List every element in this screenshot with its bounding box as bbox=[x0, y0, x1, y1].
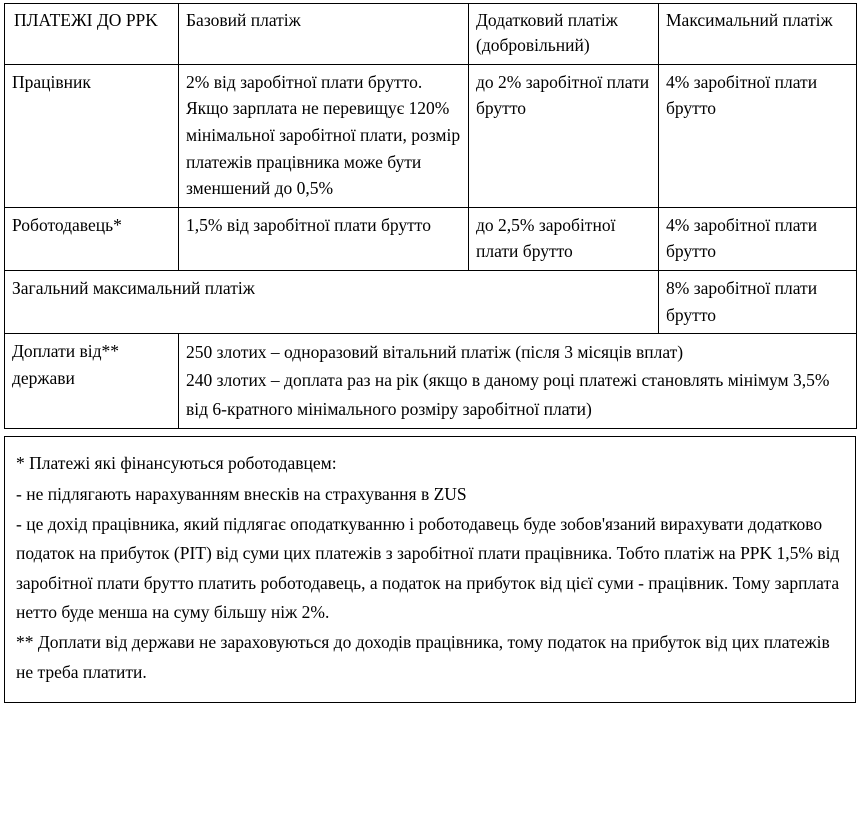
footnote-state-subsidy-tax: ** Доплати від держави не зараховуються до доходів працівника, тому податок на прибуток від цих платежів не треба платити. bbox=[16, 632, 830, 682]
employee-base-payment: 2% від заробітної плати брутто. Якщо зарплата не перевищує 120% мінімальної заробітної плати, розмір платежів працівника може бути зменшений до 0,5% bbox=[179, 64, 469, 207]
table-row bbox=[5, 207, 857, 270]
footnote-employee-income-tax: - це дохід працівника, який підлягає оподаткуванню і роботодавець буде зобов'язаний вирахувати додатково податок на прибуток (PIT) від суми цих платежів з заробітної плати працівника. Тобто платіж на PPK 1,5% від заробітної плати брутто платить роботодавець, а податок на прибуток від цієї суми - працівник. Тому зарплата нетто буде менша на суму більшу ніж 2%. bbox=[16, 513, 840, 623]
table-row bbox=[5, 64, 857, 207]
total-maximum-payment-value: 8% заробітної плати брутто bbox=[659, 270, 857, 333]
footnotes-box bbox=[4, 436, 856, 703]
state-subsidy-line-1: 250 злотих – одноразовий вітальний платіж (після 3 місяців вплат) bbox=[186, 342, 684, 363]
table-header bbox=[5, 4, 857, 65]
employer-base-payment: 1,5% від заробітної плати брутто bbox=[179, 207, 469, 270]
table-row-total bbox=[5, 270, 857, 333]
footnote-zus-exemption: - не підлягають нарахуванням внесків на страхування в ZUS bbox=[16, 483, 467, 504]
total-maximum-payment-label: Загальний максимальний платіж bbox=[5, 270, 659, 333]
header-maximum-payment: Максимальний платіж bbox=[659, 4, 857, 65]
row-label-employee: Працівник bbox=[5, 64, 179, 207]
state-subsidy-line-2: 240 злотих – доплата раз на рік (якщо в даному році платежі становлять мінімум 3,5% від 6-кратного мінімального розміру заробітної плати) bbox=[186, 370, 830, 419]
employee-additional-payment: до 2% заробітної плати брутто bbox=[469, 64, 659, 207]
table-row-state-subsidy bbox=[5, 334, 857, 429]
row-label-state-subsidy: Доплати від** держави bbox=[5, 334, 179, 429]
state-subsidy-details bbox=[179, 334, 857, 429]
employer-additional-payment: до 2,5% заробітної плати брутто bbox=[469, 207, 659, 270]
ppk-contributions-table bbox=[4, 3, 857, 429]
row-label-employer: Роботодавець* bbox=[5, 207, 179, 270]
employee-maximum-payment: 4% заробітної плати брутто bbox=[659, 64, 857, 207]
table-body bbox=[5, 64, 857, 428]
header-base-payment: Базовий платіж bbox=[179, 4, 469, 65]
footnote-employer-financed-intro: * Платежі які фінансуються роботодавцем: bbox=[16, 453, 337, 474]
table-header-row bbox=[5, 4, 857, 65]
employer-maximum-payment: 4% заробітної плати брутто bbox=[659, 207, 857, 270]
header-payments-to-ppk: ПЛАТЕЖІ ДО PPK bbox=[5, 4, 179, 65]
header-additional-payment: Додатковий платіж (добровільний) bbox=[469, 4, 659, 65]
